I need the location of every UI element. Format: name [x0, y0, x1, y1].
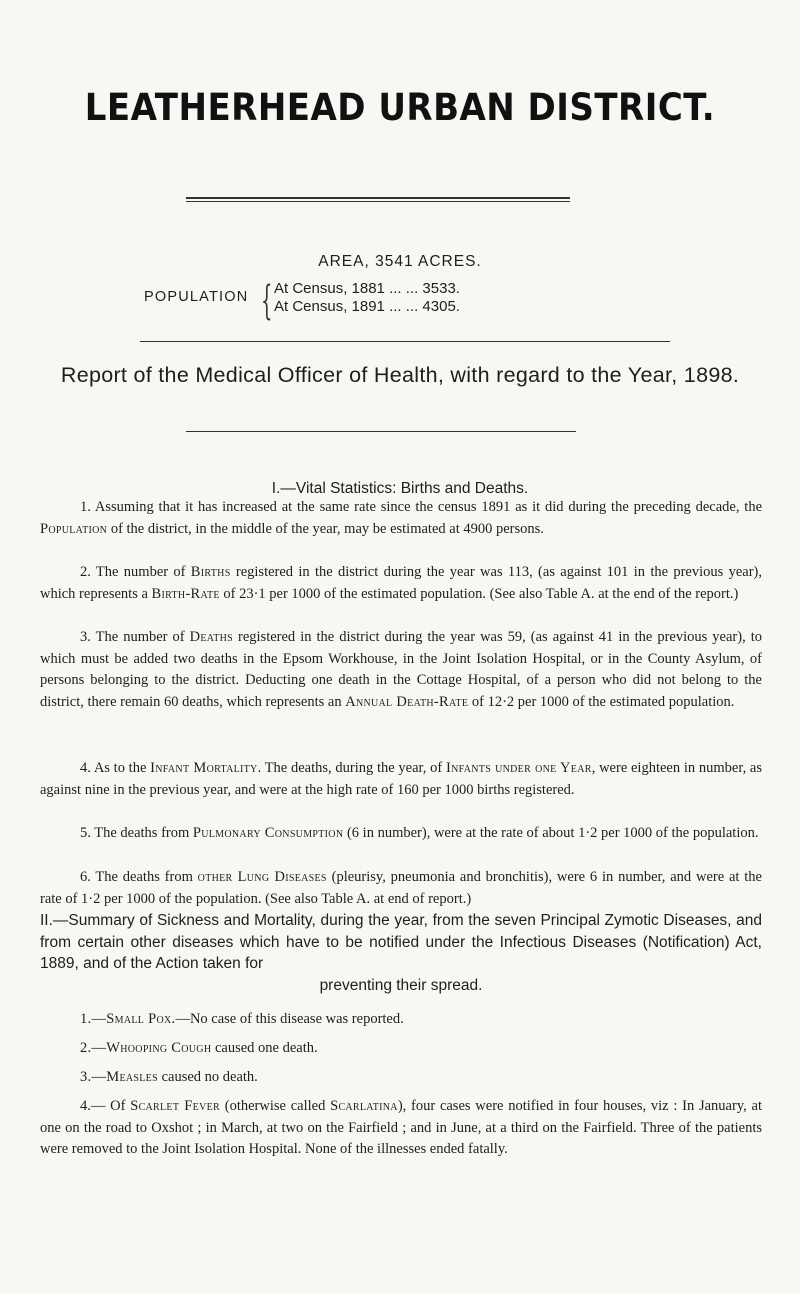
- title-divider: [186, 197, 570, 199]
- paragraph-deaths: 3. The number of Deaths registered in the district during the year was 59, (as against 41 in the previous year), to which must be added two deaths in the Epsom Workhouse, in the Joint Isolation Hospital, or in the County Asylum, of persons belonging to the district. Deducting one death in the Cottage Hospital, of a person who did not belong to the district, there remain 60 deaths, which represents an Annual Death-Rate of 12·2 per 1000 of the estimated population.: [40, 629, 763, 710]
- item-whooping-cough: 2.—Whooping Cough caused one death.: [80, 1040, 318, 1056]
- population-divider: [140, 341, 670, 342]
- item-small-pox: 1.—Small Pox.—No case of this disease was reported.: [80, 1011, 404, 1027]
- item-measles: 3.—Measles caused no death.: [80, 1069, 258, 1085]
- paragraph-births: 2. The number of Births registered in the district during the year was 113, (as against 101 in the previous year), which represents a Birth-Rate of 23·1 per 1000 of the estimated population. (See also Table A. at the end of the report.): [40, 564, 762, 602]
- paragraph-lung-diseases: 6. The deaths from other Lung Diseases (pleurisy, pneumonia and bronchitis), were 6 in number, and were at the rate of 1·2 per 1000 of the population. (See also Table A. at end of report.): [40, 869, 762, 907]
- census-1881: At Census, 1881 ... ... 3533.: [274, 280, 460, 297]
- report-title: Report of the Medical Officer of Health, with regard to the Year, 1898.: [60, 363, 740, 387]
- section-1-heading: I.—Vital Statistics: Births and Deaths.: [271, 480, 529, 497]
- page-title: LEATHERHEAD URBAN DISTRICT.: [84, 86, 716, 129]
- population-label: POPULATION: [144, 289, 249, 305]
- section-2-heading-last: preventing their spread.: [319, 976, 483, 994]
- paragraph-infant-mortality: 4. As to the Infant Mortality. The deaths, during the year, of Infants under one Year, were eighteen in number, as against nine in the previous year, and were at the high rate of 160 per 1000 births registered.: [40, 760, 763, 798]
- report-divider: [186, 431, 576, 432]
- area-line: AREA, 3541 ACRES.: [318, 253, 482, 270]
- item-scarlet-fever: 4.— Of Scarlet Fever (otherwise called Scarlatina), four cases were notified in four houses, viz : In January, at one on the road to Oxshot ; in March, at two on the Fairfield ; and in June, at a third on the Fairfield. Three of the patients were removed to the Joint Isolation Hospital. None of the illnesses ended fatally.: [40, 1098, 762, 1157]
- paragraph-population: 1. Assuming that it has increased at the same rate since the census 1891 as it did during the preceding decade, the Population of the district, in the middle of the year, may be estimated at 4900 persons.: [40, 499, 762, 537]
- census-1891: At Census, 1891 ... ... 4305.: [274, 298, 460, 315]
- section-2-heading: II.—Summary of Sickness and Mortality, during the year, from the seven Principal Zymotic Diseases, and from certain other diseases which have to be notified under the Infectious Diseases (Notification) Act, 1889, and of the Action taken for preventing their spread.: [40, 910, 762, 996]
- paragraph-consumption: 5. The deaths from Pulmonary Consumption (6 in number), were at the rate of about 1·2 per 1000 of the population.: [80, 825, 759, 841]
- population-brace: {: [260, 278, 273, 324]
- title-divider-thin: [186, 201, 570, 202]
